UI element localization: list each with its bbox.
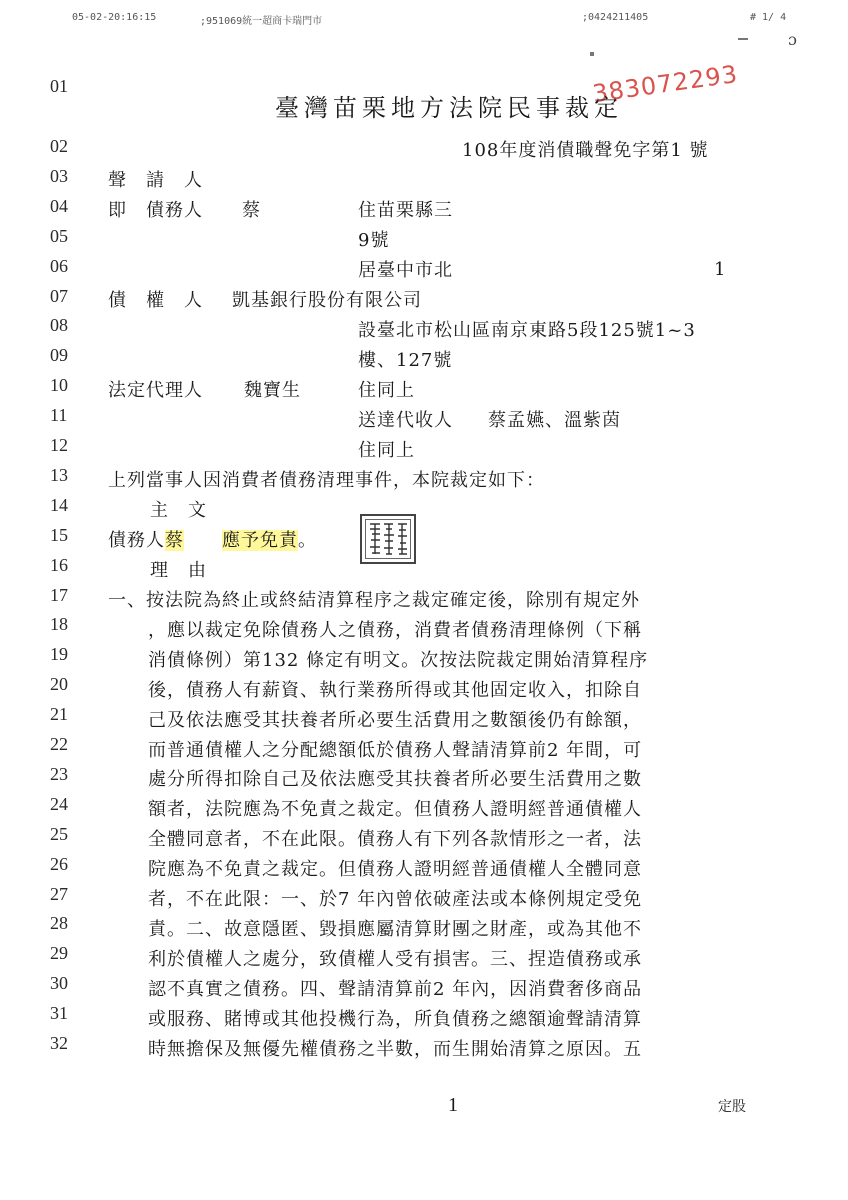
case-number: 108年度消債職聲免字第1 號 bbox=[462, 140, 709, 161]
line-number: 07 bbox=[50, 285, 68, 306]
legal-rep-label: 法定代理人 bbox=[108, 380, 203, 401]
reason-line: ，應以裁定免除債務人之債務，消費者債務清理條例（下稱 bbox=[148, 619, 642, 641]
reason-line: 或服務、賭博或其他投機行為，所負債務之總額逾聲請清算 bbox=[148, 1008, 642, 1030]
line-number: 20 bbox=[50, 674, 68, 695]
line-number: 10 bbox=[50, 375, 68, 396]
reason-line: 消債條例）第132 條定有明文。次按法院裁定開始清算程序 bbox=[148, 649, 649, 671]
line-number: 26 bbox=[50, 853, 68, 874]
reason-heading: 理 由 bbox=[150, 560, 207, 581]
debtor-address-1: 住苗栗縣三 bbox=[358, 200, 453, 221]
line-number: 16 bbox=[50, 554, 68, 575]
line-number: 13 bbox=[50, 464, 68, 485]
ruling-end: 。 bbox=[298, 530, 317, 551]
reason-line: 責。二、故意隱匿、毀損應屬清算財團之財產，或為其他不 bbox=[148, 918, 642, 940]
reason-line: 後，債務人有薪資、執行業務所得或其他固定收入，扣除自 bbox=[148, 679, 642, 701]
line-number: 27 bbox=[50, 883, 68, 904]
reason-line: 時無擔保及無優先權債務之半數，而生開始清算之原因。五 bbox=[148, 1038, 642, 1060]
legal-rep-address: 住同上 bbox=[358, 380, 415, 401]
line-number: 32 bbox=[50, 1033, 68, 1053]
line-number: 18 bbox=[50, 614, 68, 635]
reason-line: 者，不在此限：一、於7 年內曾依破產法或本條例規定受免 bbox=[148, 889, 643, 910]
line-number: 15 bbox=[50, 524, 68, 545]
reason-line: 己及依法應受其扶養者所必要生活費用之數額後仍有餘額， bbox=[148, 709, 642, 731]
reason-line: 額者，法院應為不免責之裁定。但債務人證明經普通債權人 bbox=[148, 799, 642, 821]
creditor-name: 凱基銀行股份有限公司 bbox=[232, 290, 422, 311]
petitioner-label: 聲 請 人 bbox=[108, 170, 203, 191]
line-number: 11 bbox=[50, 405, 68, 426]
reason-line: 一、按法院為終止或終結清算程序之裁定確定後，除別有規定外 bbox=[108, 590, 640, 611]
line-number: 06 bbox=[50, 255, 68, 276]
line-number: 12 bbox=[50, 435, 68, 455]
intro-sentence: 上列當事人因消費者債務清理事件，本院裁定如下： bbox=[108, 470, 545, 491]
creditor-address-2: 樓、127號 bbox=[358, 350, 453, 371]
line-number: 30 bbox=[50, 973, 68, 994]
ruling-line bbox=[108, 526, 317, 552]
debtor-address-2: 9號 bbox=[358, 230, 390, 251]
fax-mark: ɔ bbox=[788, 30, 797, 49]
debtor-label: 即 債務人 bbox=[108, 200, 203, 221]
debtor-name: 蔡 bbox=[242, 200, 261, 221]
line-number: 14 bbox=[50, 494, 68, 515]
scan-speck bbox=[590, 52, 594, 56]
line-number: 09 bbox=[50, 345, 68, 366]
fax-datetime: 05-02-20:16:15 bbox=[72, 12, 157, 23]
reason-line: 利於債權人之處分，致債權人受有損害。三、捏造債務或承 bbox=[148, 948, 642, 970]
reason-line: 院應為不免責之裁定。但債務人證明經普通債權人全體同意 bbox=[148, 859, 642, 881]
agent-label: 送達代收人 bbox=[358, 410, 453, 431]
agent-address: 住同上 bbox=[358, 440, 415, 461]
creditor-address-1: 設臺北市松山區南京東路5段125號1~3 bbox=[358, 320, 696, 341]
fax-phone: ;0424211405 bbox=[582, 12, 649, 23]
creditor-label: 債 權 人 bbox=[108, 290, 203, 311]
line-number: 04 bbox=[50, 195, 68, 216]
line-number: 22 bbox=[50, 734, 68, 754]
court-seal-stamp bbox=[360, 514, 416, 564]
line-number: 28 bbox=[50, 913, 68, 934]
debtor-address-3-tail: 1 bbox=[714, 259, 727, 280]
line-number: 08 bbox=[50, 315, 68, 336]
line-number: 03 bbox=[50, 165, 68, 186]
fax-page: # 1/ 4 bbox=[750, 12, 787, 23]
line-number: 25 bbox=[50, 823, 68, 844]
line-number: 23 bbox=[50, 763, 68, 784]
fax-sender: ;951069統一超商卡瑞門市 bbox=[200, 16, 323, 27]
line-number: 19 bbox=[50, 644, 68, 665]
line-number: 21 bbox=[50, 704, 68, 725]
agent-names: 蔡孟嬿、溫紫茵 bbox=[488, 410, 621, 431]
reason-line: 處分所得扣除自己及依法應受其扶養者所必要生活費用之數 bbox=[148, 769, 642, 791]
reason-line: 認不真實之債務。四、聲請清算前2 年內，因消費奢侈商品 bbox=[148, 978, 643, 1000]
ruling-debtor-name: 蔡 bbox=[165, 530, 184, 551]
line-number: 24 bbox=[50, 793, 68, 814]
handwritten-stamp-number: 383072293 bbox=[590, 59, 740, 109]
ruling-prefix: 債務人 bbox=[108, 530, 165, 551]
line-number: 17 bbox=[50, 584, 68, 605]
debtor-address-3: 居臺中市北 bbox=[358, 260, 453, 281]
line-number: 01 bbox=[50, 76, 68, 96]
main-heading: 主 文 bbox=[150, 500, 207, 521]
page-title: 臺灣苗栗地方法院民事裁定 bbox=[275, 94, 623, 122]
line-number: 31 bbox=[50, 1003, 68, 1024]
scan-speck bbox=[738, 38, 748, 40]
page-number: 1 bbox=[448, 1094, 458, 1116]
seal-pattern bbox=[362, 516, 414, 562]
reason-line: 全體同意者，不在此限。債務人有下列各款情形之一者，法 bbox=[148, 829, 642, 851]
line-number: 29 bbox=[50, 943, 68, 964]
legal-rep-name: 魏寶生 bbox=[244, 380, 301, 401]
line-number: 02 bbox=[50, 136, 68, 156]
footer-note: 定股 bbox=[718, 1099, 746, 1115]
line-number: 05 bbox=[50, 225, 68, 246]
reason-line: 而普通債權人之分配總額低於債務人聲請清算前2 年間，可 bbox=[148, 739, 643, 761]
ruling-exemption-text: 應予免責 bbox=[222, 530, 298, 551]
